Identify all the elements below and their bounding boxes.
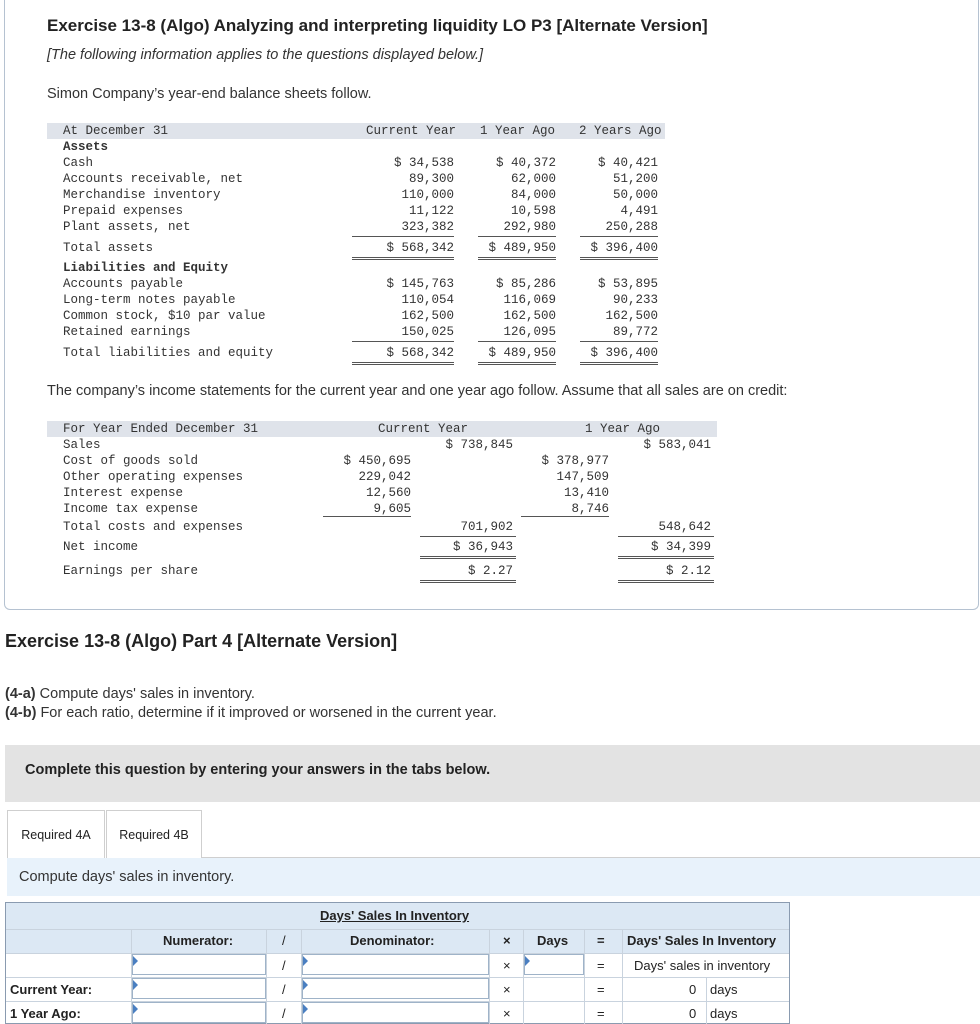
header-current-year: Current Year [378,422,469,436]
underline [478,236,556,237]
underline [323,516,411,517]
income-header [63,421,713,437]
net-income-current: $ 36,943 [452,540,513,554]
row-value-1y: 116,069 [503,293,556,307]
result-header: Days' Sales In Inventory [627,933,777,948]
total-costs-1y: 548,642 [658,520,711,534]
question-4b [5,705,497,721]
row-value-1y: $ 40,372 [495,156,556,170]
row-label: Accounts payable [63,277,184,291]
expense-current: 12,560 [365,486,411,500]
header-1-year-ago: 1 Year Ago [585,422,661,436]
total-assets-row [63,240,663,256]
row-label: Total assets [63,241,154,255]
net-income-1y: $ 34,399 [650,540,711,554]
denominator-header: Denominator: [350,933,435,948]
row-label: Merchandise inventory [63,188,221,202]
row-label: Accounts receivable, net [63,172,244,186]
result-prior-unit: days [710,1006,738,1021]
double-underline [420,558,516,559]
row-value-1y: $ 489,950 [488,346,556,360]
net-income-row [63,539,713,555]
double-underline [352,364,454,365]
expense-current: 229,042 [358,470,411,484]
underline [580,341,658,342]
table-row [63,308,663,324]
row-value-2y: $ 53,895 [597,277,658,291]
numerator-current-input[interactable] [132,978,266,999]
row-value-current: $ 34,538 [393,156,454,170]
sales-row [63,437,713,453]
underline [521,516,609,517]
double-underline [580,259,658,260]
row-label: Plant assets, net [63,220,191,234]
instruction-text: Compute days' sales in inventory. [19,869,235,885]
times-symbol: × [503,1006,511,1021]
slash-symbol: / [282,982,286,997]
underline [478,341,556,342]
grid-line [6,929,789,930]
header-label: At December 31 [63,124,169,138]
days-sales-grid [5,902,790,1024]
double-underline [478,259,556,260]
double-underline [352,257,454,258]
double-underline [420,582,516,583]
row-label: Interest expense [63,486,184,500]
table-row [63,276,663,292]
row-value-current: 89,300 [408,172,454,186]
row-value-current: 162,500 [401,309,454,323]
row-label: Earnings per share [63,564,199,578]
denominator-label-select[interactable] [302,954,489,975]
row-value-2y: 89,772 [612,325,658,339]
expense-1y: 147,509 [556,470,609,484]
table-row [63,187,663,203]
total-costs-row [63,519,713,535]
table-row [63,171,663,187]
row-value-1y: 84,000 [510,188,556,202]
row-value-2y: 51,200 [612,172,658,186]
row-label: Income tax expense [63,502,199,516]
row-label-current-year: Current Year: [10,982,93,997]
question-tag: (4-b) [5,705,37,721]
expense-1y: 13,410 [563,486,609,500]
row-value-1y: 126,095 [503,325,556,339]
total-liabilities-row [63,345,663,361]
result-prior-value: 0 [689,1006,697,1021]
equals-symbol: = [597,1006,605,1021]
times-header: × [503,933,511,948]
table-row [63,485,713,501]
row-label: Long-term notes payable [63,293,236,307]
row-value-1y: 10,598 [510,204,556,218]
row-value-2y: $ 40,421 [597,156,658,170]
table-row [63,203,663,219]
underline [420,536,516,537]
times-symbol: × [503,958,511,973]
double-underline [618,580,714,581]
row-label: Total liabilities and equity [63,346,274,360]
denominator-current-input[interactable] [302,978,489,999]
double-underline [618,582,714,583]
numerator-label-select[interactable] [132,954,266,975]
expense-1y: $ 378,977 [541,454,609,468]
double-underline [478,362,556,363]
row-label: Prepaid expenses [63,204,184,218]
income-statement-intro: The company’s income statements for the current year and one year ago follow. Assume that all sales are on credit: [47,383,788,399]
double-underline [420,556,516,557]
row-value-2y: $ 396,400 [590,241,658,255]
table-row [63,324,663,340]
dropdown-marker-icon [525,956,530,966]
double-underline [580,362,658,363]
dropdown-marker-icon [133,1004,138,1014]
row-value-current: 11,122 [408,204,454,218]
row-label: Cash [63,156,94,170]
row-value-1y: 292,980 [503,220,556,234]
dropdown-marker-icon [303,1004,308,1014]
total-costs-current: 701,902 [460,520,513,534]
dropdown-marker-icon [303,980,308,990]
exercise-title: Exercise 13-8 (Algo) Analyzing and interpreting liquidity LO P3 [Alternate Version] [47,16,708,35]
dropdown-marker-icon [303,956,308,966]
double-underline [352,259,454,260]
row-label: Net income [63,540,139,554]
question-text: Compute days' sales in inventory. [35,686,255,702]
result-description: Days' sales in inventory [634,958,771,973]
row-value-1y: 162,500 [503,309,556,323]
slash-symbol: / [282,958,286,973]
times-symbol: × [503,982,511,997]
days-value-input[interactable] [524,954,584,975]
eps-1y: $ 2.12 [665,564,711,578]
table-row [63,501,713,517]
slash-symbol: / [282,1006,286,1021]
eps-current: $ 2.27 [467,564,513,578]
row-label-1-year-ago: 1 Year Ago: [10,1006,81,1021]
row-value-current: 323,382 [401,220,454,234]
table-row [63,453,713,469]
row-value-current: $ 568,342 [386,346,454,360]
table-row [63,219,663,235]
exercise-subtitle: [The following information applies to the questions displayed below.] [47,47,484,63]
numerator-prior-input[interactable] [132,1002,266,1023]
row-label: Cost of goods sold [63,454,199,468]
header-2-years-ago: 2 Years Ago [579,124,662,138]
table-row [63,469,713,485]
underline [580,236,658,237]
row-value-current: 110,000 [401,188,454,202]
expense-1y: 8,746 [571,502,609,516]
expense-current: 9,605 [373,502,411,516]
balance-sheet-intro: Simon Company’s year-end balance sheets follow. [47,86,372,102]
double-underline [580,257,658,258]
equals-symbol: = [597,982,605,997]
denominator-prior-input[interactable] [302,1002,489,1023]
row-value-2y: $ 396,400 [590,346,658,360]
question-tag: (4-a) [5,686,36,702]
row-value-2y: 50,000 [612,188,658,202]
row-value-current: $ 568,342 [386,241,454,255]
liabilities-heading: Liabilities and Equity [63,261,229,275]
row-label: Other operating expenses [63,470,244,484]
instruction-bar [7,858,980,896]
row-label: Sales [63,438,101,452]
question-4a [5,686,255,702]
part-title: Exercise 13-8 (Algo) Part 4 [Alternate Version] [5,631,398,651]
complete-prompt: Complete this question by entering your answers in the tabs below. [25,762,491,778]
row-value-2y: 250,288 [605,220,658,234]
numerator-header: Numerator: [163,933,234,948]
balance-sheet-header [63,123,663,139]
double-underline [580,364,658,365]
row-value-2y: 162,500 [605,309,658,323]
row-value-current: $ 145,763 [386,277,454,291]
header-1-year-ago: 1 Year Ago [480,124,556,138]
tab-required-4b[interactable]: Required 4B [106,810,202,858]
underline [352,236,454,237]
days-header: Days [537,933,569,948]
double-underline [478,364,556,365]
complete-question-bar [5,745,980,802]
row-value-current: 150,025 [401,325,454,339]
expense-current: $ 450,695 [343,454,411,468]
equals-symbol: = [597,958,605,973]
underline [352,341,454,342]
row-value-1y: $ 85,286 [495,277,556,291]
table-row [63,292,663,308]
row-label: Common stock, $10 par value [63,309,266,323]
equals-header: = [597,933,605,948]
row-value-2y: 90,233 [612,293,658,307]
row-value-current: 110,054 [401,293,454,307]
double-underline [420,580,516,581]
row-value-2y: 4,491 [620,204,658,218]
dropdown-marker-icon [133,980,138,990]
result-current-unit: days [710,982,738,997]
double-underline [618,556,714,557]
slash-header: / [282,933,286,948]
sales-1y: $ 583,041 [643,438,711,452]
dropdown-marker-icon [133,956,138,966]
double-underline [618,558,714,559]
double-underline [352,362,454,363]
underline [618,536,714,537]
row-value-1y: 62,000 [510,172,556,186]
assets-heading: Assets [63,140,109,154]
result-current-value: 0 [689,982,697,997]
grid-title: Days' Sales In Inventory [320,908,470,923]
sales-current: $ 738,845 [445,438,513,452]
header-label: For Year Ended December 31 [63,422,259,436]
table-row [63,155,663,171]
row-value-1y: $ 489,950 [488,241,556,255]
row-label: Total costs and expenses [63,520,244,534]
header-current-year: Current Year [366,124,457,138]
question-text: For each ratio, determine if it improved or worsened in the current year. [36,705,497,721]
tab-required-4a[interactable]: Required 4A [7,810,105,858]
eps-row [63,563,713,579]
double-underline [478,257,556,258]
row-label: Retained earnings [63,325,191,339]
